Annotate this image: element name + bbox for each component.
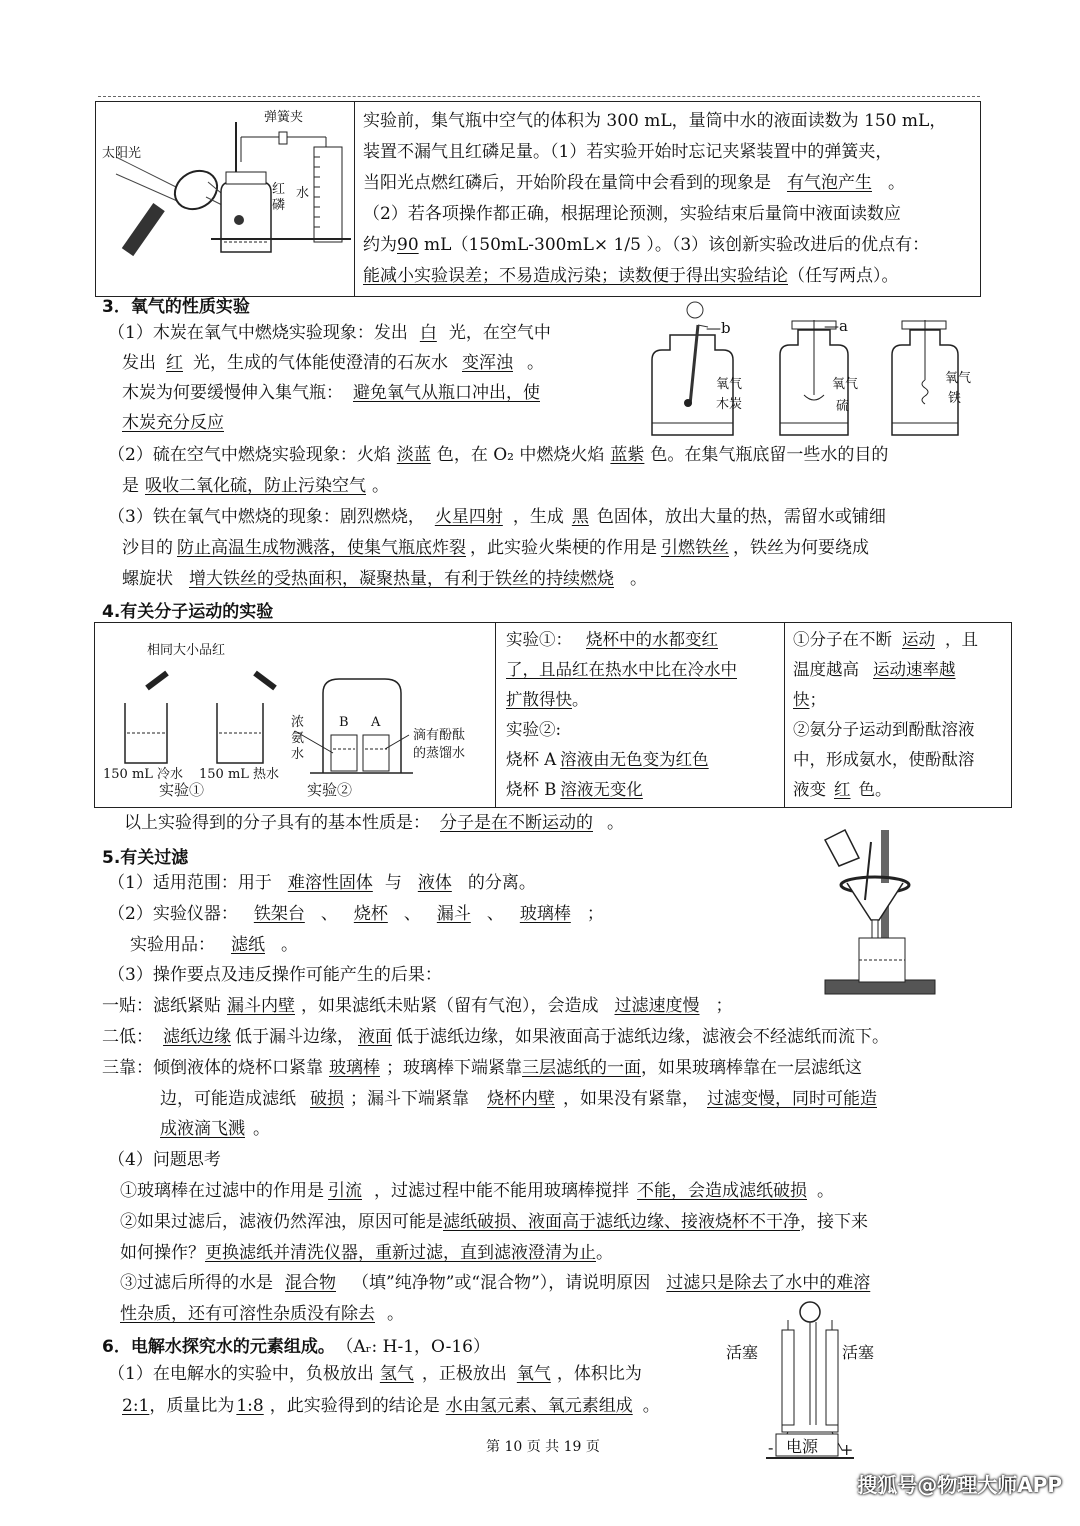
s6-mass-ratio: 1:8 bbox=[236, 1396, 264, 1416]
molecule-conclusion: 以上实验得到的分子具有的基本性质是： 分子是在不断运动的 。 bbox=[124, 813, 624, 833]
s5-q3-answer3: 性杂质，还有可溶性杂质没有除去 bbox=[120, 1304, 375, 1325]
s3-p2-blue-violet: 蓝紫 bbox=[610, 445, 645, 465]
s5-q2-text3: 如何操作？ bbox=[120, 1242, 205, 1263]
s5-lean-text: 三靠：倾倒液体的烧杯口紧靠 bbox=[102, 1057, 323, 1078]
intro-q2-text: 约为 bbox=[363, 235, 397, 255]
intro-line-6 bbox=[363, 261, 972, 292]
s5-scope-and: 与 bbox=[384, 873, 402, 893]
label-a: —a bbox=[824, 317, 848, 335]
beaker-a-answer: 溶液由无色变为红色 bbox=[560, 750, 709, 769]
beaker-a-text: 烧杯 A bbox=[506, 750, 557, 769]
s5-q3-answer2: 过滤只是除去了水中的难溶 bbox=[666, 1273, 871, 1294]
s3-p1-text4: 光，生成的气体能使澄清的石灰水 bbox=[193, 353, 448, 373]
s3-p3-sparks: 火星四射 bbox=[434, 507, 503, 527]
s5-think-title: （4）问题思考 bbox=[108, 1150, 221, 1171]
s5-lean-answer3: 破损 bbox=[310, 1088, 344, 1109]
sunlight-label: 太阳光 bbox=[102, 146, 142, 161]
molecule-figure-cell bbox=[95, 623, 496, 808]
jar2-sulfur-label: 硫 bbox=[836, 399, 850, 414]
s3-p3-sand-purpose: 防止高温生成物溅落，使集气瓶底炸裂 bbox=[177, 538, 466, 558]
beaker-a-label: A bbox=[371, 715, 381, 730]
section-6-title-row bbox=[102, 1332, 490, 1357]
intro-line-2: 装置不漏气且红磷足量。（1）若实验开始时忘记夹紧装置中的弹簧夹， bbox=[363, 142, 893, 162]
s5-lean-text3: ，如果玻璃棒靠在一层滤纸这 bbox=[641, 1057, 862, 1078]
left-valve-label: 活塞 bbox=[726, 1343, 759, 1362]
s3-p3-text3: 色固体，放出大量的热，需留水或铺细 bbox=[596, 507, 886, 527]
conc1-end: ； bbox=[809, 690, 826, 709]
water-label: 水 bbox=[296, 186, 310, 201]
intro-q1-text: 当阳光点燃红磷后，开始阶段在量筒中会看到的现象是 bbox=[363, 173, 771, 193]
s5-q1-text: ①玻璃棒在过滤中的作用是 bbox=[120, 1180, 324, 1201]
jar1-oxygen-label: 氧气 bbox=[716, 377, 743, 392]
s3-p3-text4: 沙目的 bbox=[122, 538, 173, 558]
s3-p3-match-role: 引燃铁丝 bbox=[661, 538, 729, 558]
s3-p1-text5: 木炭为何要缓慢伸入集气瓶： bbox=[122, 383, 343, 403]
section-3-part-1: （1）木炭在氧气中燃烧实验现象：发出 白 光，在空气中 发出 红 光，生成的气体能使澄清的石灰水 变浑浊 。 木炭为何要缓慢伸入集气瓶： 避免氧气从瓶口冲出，使 木炭充分反应 bbox=[108, 323, 551, 433]
section-3-title: 3．氧气的性质实验 bbox=[102, 297, 250, 317]
conc2-text: ②氨分子运动到酚酞溶液 bbox=[793, 720, 975, 739]
s5-instrument-rod: 玻璃棒 bbox=[519, 903, 571, 924]
s3-p2-text4: 是 bbox=[122, 476, 139, 496]
s5-instrument-funnel: 漏斗 bbox=[436, 903, 471, 924]
conc1-text: ①分子在不断 bbox=[793, 630, 892, 649]
same-size-label: 相同大小品红 bbox=[147, 643, 226, 658]
s3-p1-text2: 光，在空气中 bbox=[448, 323, 551, 343]
s3-p2-purpose: 吸收二氧化硫，防止污染空气 bbox=[145, 476, 366, 496]
intro-table bbox=[95, 101, 981, 297]
minus-label: - bbox=[768, 1438, 774, 1457]
intro-q1-answer: 有气泡产生 bbox=[787, 173, 872, 193]
s5-q3-answer: 混合物 bbox=[285, 1273, 336, 1294]
s5-stick-text2: ，如果滤纸未贴紧（留有气泡），会造成 bbox=[301, 996, 599, 1017]
s3-p3-spiral-reason: 增大铁丝的受热面积，凝聚热量，有利于铁丝的持续燃烧 bbox=[189, 569, 614, 589]
beaker-b-text: 烧杯 B bbox=[506, 780, 557, 799]
s3-p2-text3: 色。在集气瓶底留一些水的目的 bbox=[650, 445, 889, 465]
conc2-text2: 中，形成氨水，使酚酞溶 bbox=[793, 750, 975, 769]
header-rule bbox=[98, 96, 980, 97]
intro-figure-cell bbox=[96, 102, 355, 297]
jar1-charcoal-label: 木炭 bbox=[716, 397, 743, 412]
s5-lean-answer4: 烧杯内壁 bbox=[487, 1088, 555, 1109]
s6-text5: ，此实验得到的结论是 bbox=[269, 1396, 440, 1416]
s5-instrument-text: （2）实验仪器： bbox=[108, 903, 238, 924]
jar2-oxygen-label: 氧气 bbox=[832, 377, 859, 392]
conc1-answer: 运动 bbox=[902, 630, 935, 649]
intro-q3-answer: 能减小实验误差；不易造成污染；读数便于得出实验结论 bbox=[363, 266, 788, 286]
s6-conclusion: 水由氢元素、氧元素组成 bbox=[445, 1396, 633, 1416]
red-phosphorus-label: 红磷 bbox=[272, 182, 286, 213]
conc1-text3: 温度越高 bbox=[793, 660, 859, 679]
s3-p3-black: 黑 bbox=[571, 507, 589, 527]
conc2-text3: 液变 bbox=[793, 780, 826, 799]
s5-scope-text: （1）适用范围：用于 bbox=[108, 873, 272, 893]
s6-text2: ，正极放出 bbox=[421, 1364, 507, 1384]
s3-p1-reason2: 木炭充分反应 bbox=[122, 413, 224, 433]
s5-q3-text2: （填”纯净物”或“混合物”），请说明原因 bbox=[352, 1273, 651, 1294]
s5-q2-answer: 滤纸破损、液面高于滤纸边缘、接液烧杯不干净 bbox=[443, 1211, 800, 1232]
s5-scope-answer1: 难溶性固体 bbox=[287, 873, 373, 893]
s3-p1-reason: 避免氧气从瓶口冲出，使 bbox=[353, 383, 540, 403]
s5-low-text2: 低于漏斗边缘， bbox=[235, 1026, 354, 1047]
plus-label: + bbox=[840, 1440, 854, 1459]
ammonia-label: 浓 氨 水 bbox=[291, 715, 305, 762]
intro-line-4: （2）若各项操作都正确，根据理论预测，实验结束后量筒中液面读数应 bbox=[363, 204, 901, 224]
intro-line-3: 当阳光点燃红磷后，开始阶段在量筒中会看到的现象是 有气泡产生 。 bbox=[363, 173, 905, 193]
combustion-figures bbox=[640, 295, 980, 440]
s5-lean-text2: ；玻璃棒下端紧靠 bbox=[386, 1057, 522, 1078]
s5-q3-text: ③过滤后所得的水是 bbox=[120, 1273, 273, 1294]
s6-end: 。 bbox=[642, 1396, 660, 1416]
beaker-b-label: B bbox=[339, 715, 349, 730]
jar3-iron-label: 铁 bbox=[948, 391, 962, 406]
conc1-text2: ，且 bbox=[945, 630, 978, 649]
right-valve-label: 活塞 bbox=[842, 1343, 875, 1362]
s5-lean-text4: 边，可能造成滤纸 bbox=[160, 1088, 296, 1109]
s3-p2-text: （2）硫在空气中燃烧实验现象：火焰 bbox=[108, 445, 391, 465]
intro-text-cell bbox=[355, 102, 981, 297]
s5-instrument-beaker: 烧杯 bbox=[353, 903, 388, 924]
s5-supply-answer: 滤纸 bbox=[231, 934, 265, 955]
s5-q1-answer2: 不能，会造成滤纸破损 bbox=[637, 1180, 807, 1201]
s3-p1-text3: 发出 bbox=[122, 353, 156, 373]
s5-scope-end: 的分离。 bbox=[467, 873, 536, 893]
s6-text4: ，质量比为 bbox=[149, 1396, 235, 1416]
s5-low-text3: 低于滤纸边缘，如果液面高于滤纸边缘，滤液会不经滤纸而流下。 bbox=[396, 1026, 889, 1047]
s5-stick-answer2: 过滤速度慢 bbox=[614, 996, 700, 1017]
s6-text: （1）在电解水的实验中，负极放出 bbox=[108, 1364, 374, 1384]
label-b: —b bbox=[706, 319, 731, 337]
s5-q2-answer2: 更换滤纸并清洗仪器，重新过滤，直到滤液澄清为止 bbox=[205, 1242, 596, 1263]
s3-p3-text: （3）铁在氧气中燃烧的现象：剧烈燃烧， bbox=[108, 507, 425, 527]
section-4-title: 4.有关分子运动的实验 bbox=[102, 602, 274, 622]
conclusion-answer: 分子是在不断运动的 bbox=[440, 813, 593, 833]
phenolphthalein-label: 滴有酚酞 的蒸馏水 bbox=[413, 728, 466, 761]
s5-low-answer2: 液面 bbox=[358, 1026, 392, 1047]
intro-q2-answer: 90 bbox=[397, 235, 419, 255]
s3-p3-text6: ，铁丝为何要绕成 bbox=[733, 538, 869, 558]
s5-q2-text2: ，接下来 bbox=[800, 1211, 868, 1232]
s5-lean-text5: ；漏斗下端紧靠 bbox=[350, 1088, 469, 1109]
exp1-text: 实验①： bbox=[506, 630, 572, 649]
molecule-conclusion-cell bbox=[785, 623, 1012, 808]
molecule-exp-cell: 实验①： 烧杯中的水都变红 了，且品红在热水中比在冷水中 扩散得快。 实验②: 烧杯 A 溶液由无色变为红色 烧杯 B 溶液无变化 bbox=[496, 623, 785, 808]
s3-p1-text: （1）木炭在氧气中燃烧实验现象：发出 bbox=[108, 323, 408, 343]
page-footer: 第 10 页 共 19 页 bbox=[486, 1439, 600, 1455]
intro-q3-rest: （任写两点）。 bbox=[788, 266, 899, 286]
s6-text3: ，体积比为 bbox=[556, 1364, 642, 1384]
apparatus-drawing bbox=[96, 102, 354, 284]
s3-p1-white: 白 bbox=[419, 323, 437, 343]
s3-p2-text2: 色，在 O₂ 中燃烧火焰 bbox=[436, 445, 605, 465]
exp1-answer2: 了，且品红在热水中比在冷水中 bbox=[506, 660, 737, 679]
s5-q3-end: 。 bbox=[387, 1304, 404, 1325]
molecule-table bbox=[94, 622, 1012, 808]
intro-q2-rest: mL（150mL-300mL× 1/5 ）。（3）该创新实验改进后的优点有： bbox=[418, 235, 930, 255]
intro-line-1: 实验前，集气瓶中空气的体积为 300 mL，量筒中水的液面读数为 150 mL， bbox=[363, 111, 947, 131]
section-6-body bbox=[108, 1358, 660, 1422]
s5-q2-text: ②如果过滤后，滤液仍然浑浊，原因可能是 bbox=[120, 1211, 443, 1232]
s3-p3-text5: ，此实验火柴梗的作用是 bbox=[470, 538, 657, 558]
section-6-note: （Aᵣ: H-1，O-16） bbox=[344, 1337, 490, 1357]
s5-sep4: ； bbox=[586, 903, 604, 924]
hot-water-label: 150 mL 热水 bbox=[199, 767, 280, 782]
s5-low-answer1: 滤纸边缘 bbox=[163, 1026, 231, 1047]
s3-p3-text7: 螺旋状 bbox=[122, 569, 173, 589]
s5-operation-title: （3）操作要点及违反操作可能产生的后果： bbox=[108, 965, 442, 986]
s5-stick-end: ； bbox=[715, 996, 733, 1017]
molecule-figure bbox=[95, 623, 495, 804]
s5-low-text: 二低： bbox=[102, 1026, 153, 1047]
s6-hydrogen: 氢气 bbox=[379, 1364, 414, 1384]
exp1-label: 实验① bbox=[159, 781, 205, 799]
watermark: 搜狐号@物理大师APP bbox=[857, 1473, 1062, 1497]
s5-q1-end: 。 bbox=[817, 1180, 834, 1201]
s5-lean-answer1: 玻璃棒 bbox=[329, 1057, 380, 1078]
section-6-title: 6．电解水探究水的元素组成。 bbox=[102, 1337, 335, 1357]
s5-instrument-stand: 铁架台 bbox=[253, 903, 305, 924]
s5-lean-text6: ，如果没有紧靠， bbox=[563, 1088, 699, 1109]
conc2-answer: 红 bbox=[834, 780, 851, 799]
electrolysis-figure bbox=[722, 1300, 892, 1470]
s6-oxygen: 氧气 bbox=[516, 1364, 551, 1384]
s5-sep2: 、 bbox=[403, 903, 421, 924]
spring-clip-label: 弹簧夹 bbox=[264, 110, 304, 125]
s5-sep1: 、 bbox=[320, 903, 338, 924]
conc1-answer2: 运动速率越 bbox=[873, 660, 956, 679]
s3-p1-red: 红 bbox=[166, 353, 183, 373]
phosphorus-apparatus-figure bbox=[96, 102, 354, 284]
s5-scope-answer2: 液体 bbox=[417, 873, 452, 893]
s5-q1-answer: 引流 bbox=[328, 1180, 362, 1201]
beaker-b-answer: 溶液无变化 bbox=[560, 780, 643, 799]
s5-lean-answer2: 三层滤纸的一面 bbox=[522, 1057, 641, 1078]
s3-p2-pale-blue: 淡蓝 bbox=[396, 445, 431, 465]
s5-lean-answer6: 成液滴飞溅 bbox=[160, 1119, 245, 1140]
jar3-oxygen-label: 氧气 bbox=[945, 371, 972, 386]
conclusion-text: 以上实验得到的分子具有的基本性质是： bbox=[124, 813, 430, 833]
exp2-label: 实验② bbox=[307, 781, 353, 799]
s5-q1-text2: ，过滤过程中能不能用玻璃棒搅拌 bbox=[374, 1180, 629, 1201]
conc2-end: 色。 bbox=[858, 780, 892, 799]
s5-lean-end: 。 bbox=[253, 1119, 270, 1140]
intro-line-5 bbox=[363, 230, 972, 261]
cold-water-label: 150 mL 冷水 bbox=[103, 767, 184, 782]
s3-p3-text2: ，生成 bbox=[512, 507, 564, 527]
exp1-answer3: 扩散得快 bbox=[506, 690, 572, 709]
section-3-part-2-3: （2）硫在空气中燃烧实验现象：火焰 淡蓝 色，在 O₂ 中燃烧火焰 蓝紫 色。在集气瓶底留一些水的目的 是 吸收二氧化硫，防止污染空气 。 （3）铁在氧气中燃烧的现象：剧烈燃烧， 火星四射 ，生成 黑 色固体，放出大量的热，需留水或铺细 沙目的 防止高温生成物溅落，使集气瓶底炸裂 ，此实验火柴梗的作用是 引燃铁丝 ，铁丝为何要绕成 螺旋状 增大铁丝的受热面积，凝聚热量，有利于铁丝的持续燃烧 。 bbox=[108, 445, 889, 589]
s5-lean-answer5: 过滤变慢，同时可能造 bbox=[707, 1088, 877, 1109]
s5-sep3: 、 bbox=[486, 903, 504, 924]
conc1-answer3: 快 bbox=[793, 690, 810, 709]
s5-supply-text: 实验用品： bbox=[130, 934, 215, 955]
exp1-answer: 烧杯中的水都变红 bbox=[586, 630, 718, 649]
s5-stick-text: 一贴：滤纸紧贴 bbox=[102, 996, 221, 1017]
s5-stick-answer: 漏斗内壁 bbox=[227, 996, 295, 1017]
s6-volume-ratio: 2:1 bbox=[122, 1396, 150, 1416]
exp2-text: 实验②: bbox=[506, 720, 562, 739]
combustion-drawing bbox=[640, 295, 980, 440]
section-5-body: （1）适用范围：用于 难溶性固体 与 液体 的分离。 （2）实验仪器： 铁架台 、 烧杯 、 漏斗 、 玻璃棒 ； 实验用品： 滤纸 。 （3）操作要点及违反操作可能产生的后果： 一贴：滤纸紧贴 漏斗内壁 ，如果滤纸未贴紧（留有气泡），会造成 过滤速度慢 ； 二低： 滤纸边缘 低于漏斗边缘， 液面 低于滤纸边缘，如果液面高于滤纸边缘，滤液会不经滤纸而流下。 三靠：倾倒液体的烧杯口紧靠 玻璃棒 ；玻璃棒下端紧靠三层滤纸的一面，如果玻璃棒靠在一层滤纸这 边，可能造成滤纸 破损 ；漏斗下端紧靠 烧杯内壁 ，如果没有紧靠， 过滤变慢，同时可能造 成液滴飞溅 。 （4）问题思考 ①玻璃棒在过滤中的作用是 引流 ，过滤过程中能不能用玻璃棒搅拌 不能，会造成滤纸破损 。 ②如果过滤后，滤液仍然浑浊，原因可能是滤纸破损、液面高于滤纸边缘、接液烧杯不干净，接下来 如何操作？更换滤纸并清洗仪器，重新过滤，直到滤液澄清为止。 ③过滤后所得的水是 混合物 （填”纯净物”或“混合物”），请说明原因 过滤只是除去了水中的难溶 性杂质，还有可溶性杂质没有除去 。 bbox=[102, 873, 889, 1325]
section-5-title: 5.有关过滤 bbox=[102, 848, 189, 868]
s3-p1-turbid: 变浑浊 bbox=[462, 353, 513, 373]
power-label: 电源 bbox=[786, 1437, 819, 1456]
